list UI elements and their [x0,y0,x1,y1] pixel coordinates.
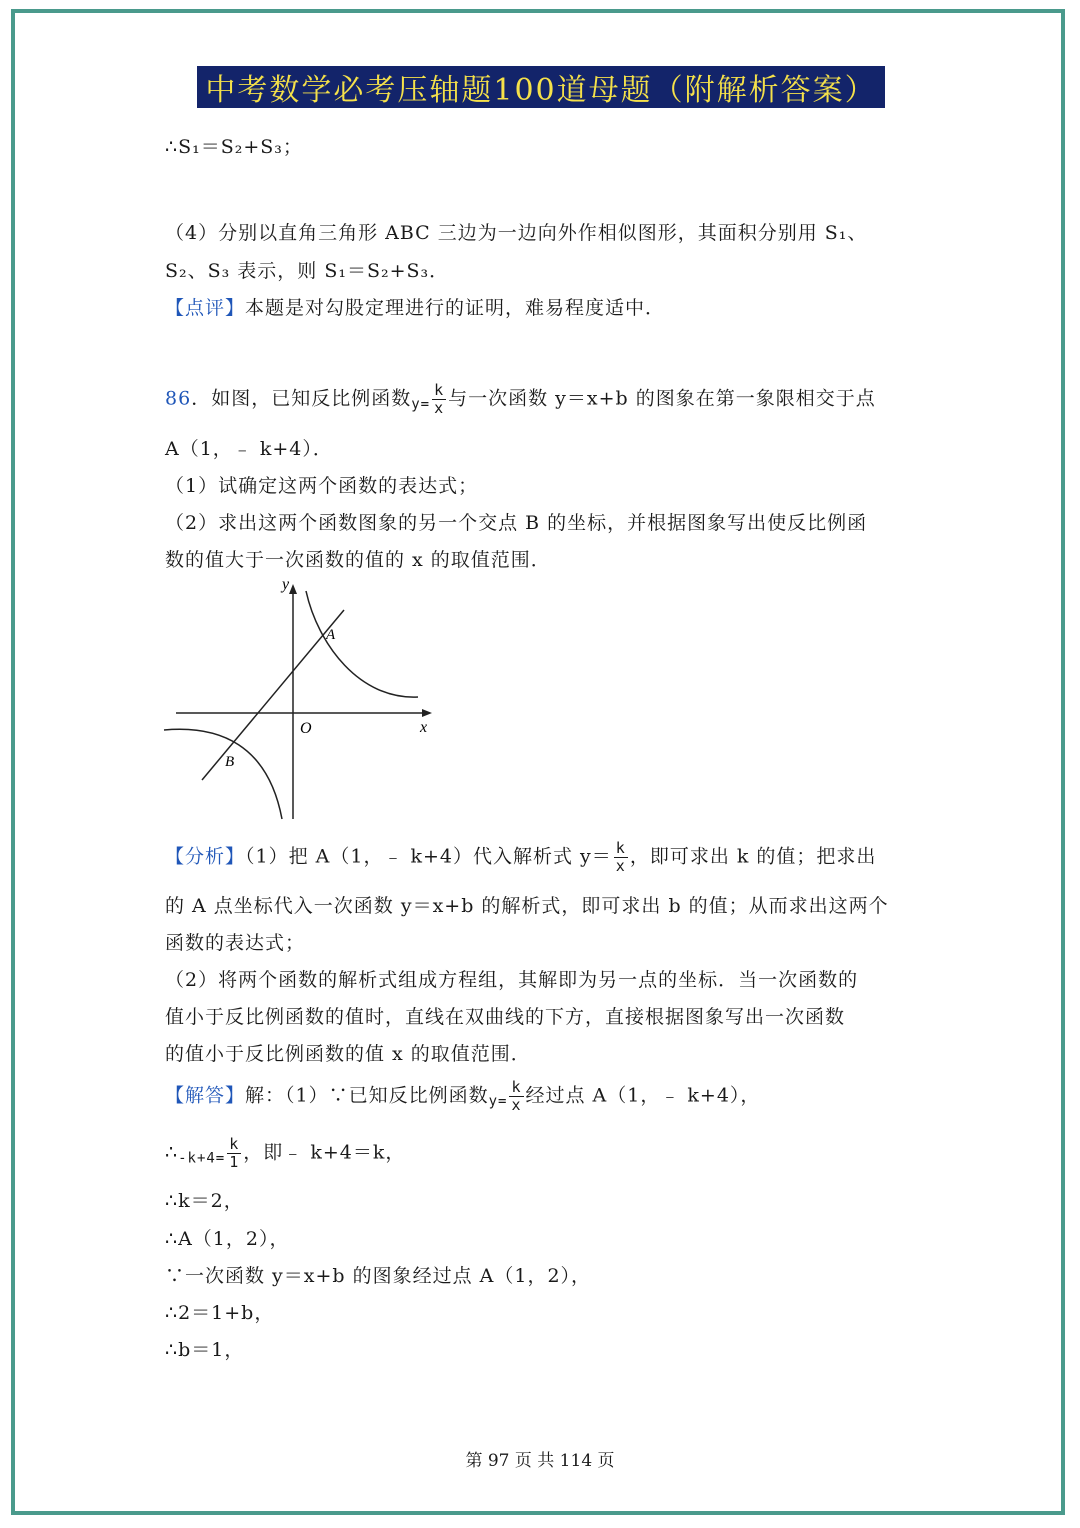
point-b-label: B [225,754,235,770]
linear-function-line [202,610,344,780]
frac-numerator: k [434,381,445,399]
question-2-line2: 数的值大于一次函数的值的 x 的取值范围． [165,549,551,571]
solution-frac-den: x [511,1096,522,1114]
comment-tag: 【点评】 [165,297,246,319]
conclusion-line: ∴S₁＝S₂+S₃； [165,136,303,158]
question-2-line1: （2）求出这两个函数图象的另一个交点 B 的坐标，并根据图象写出使反比例函 [165,512,868,534]
item4-line2: S₂、S₃ 表示，则 S₁＝S₂+S₃． [165,260,450,282]
problem-stem-a: ．如图，已知反比例函数 [191,387,412,410]
analysis-line5: 值小于反比例函数的值时，直线在双曲线的下方，直接根据图象写出一次函数 [165,1006,846,1028]
problem-stem-line1 [165,382,876,417]
solution-l2-num: k [229,1135,240,1153]
solution-frac-num: k [511,1078,522,1096]
analysis-frac-num: k [615,839,626,857]
item4-line1: （4）分别以直角三角形 ABC 三边为一边向外作相似图形，其面积分别用 S₁、 [165,222,868,244]
origin-label: O [300,720,312,737]
analysis-l1b: ，即可求出 k 的值；把求出 [629,845,877,868]
function-graph-figure [160,575,450,825]
solution-line7: ∴b＝1， [165,1339,245,1361]
hyperbola-branch-2 [164,729,282,819]
solution-frac-lhs: y= [488,1093,508,1110]
fraction-k-over-x [432,382,446,417]
solution-l2b: ，即﹣ k+4＝k， [243,1141,406,1164]
analysis-line6: 的值小于反比例函数的值 x 的取值范围． [165,1043,531,1065]
analysis-l1a: （1）把 A（1，﹣ k+4）代入解析式 y＝ [245,845,612,868]
problem-stem-b: 与一次函数 y＝x+b 的图象在第一象限相交于点 [448,387,876,410]
solution-l2-den: 1 [229,1153,240,1171]
solution-tag: 【解答】 [165,1084,246,1107]
frac-denominator: x [434,399,445,417]
solution-l2-therefore: ∴ [165,1141,179,1164]
solution-l1b: 经过点 A（1，﹣ k+4）， [525,1084,761,1107]
problem-number: 86 [165,387,192,410]
question-1: （1）试确定这两个函数的表达式； [165,475,479,497]
problem-point: A（1，﹣ k+4）． [165,438,333,460]
solution-fraction [509,1079,523,1114]
point-a-label: A [326,627,336,643]
y-axis-label: y [282,576,290,593]
comment-line [165,293,665,320]
solution-l2-lhs: -k+4= [178,1150,226,1167]
analysis-line4: （2）将两个函数的解析式组成方程组，其解即为另一点的坐标．当一次函数的 [165,969,859,991]
page-number: 第 97 页 共 114 页 [465,1451,615,1471]
y-axis-arrow [289,584,297,594]
analysis-tag: 【分析】 [165,845,246,868]
analysis-frac-den: x [615,857,626,875]
solution-line1 [165,1079,760,1114]
frac-lhs: y= [411,396,431,413]
solution-line5: ∵一次函数 y＝x+b 的图象经过点 A（1，2）， [165,1265,592,1287]
solution-l2-fraction [227,1136,241,1171]
analysis-line2: 的 A 点坐标代入一次函数 y＝x+b 的解析式，即可求出 b 的值；从而求出这两个 [165,895,889,917]
x-axis-arrow [422,709,432,717]
solution-l1a: 解：（1）∵已知反比例函数 [245,1084,489,1107]
solution-line4: ∴A（1，2）， [165,1228,290,1250]
hyperbola-branch-1 [306,591,418,697]
x-axis-label: x [420,719,428,736]
solution-line6: ∴2＝1+b， [165,1302,275,1324]
page-title: 中考数学必考压轴题100道母题（附解析答案） [197,66,885,108]
comment-text: 本题是对勾股定理进行的证明，难易程度适中． [245,297,666,319]
solution-line3: ∴k＝2， [165,1190,244,1212]
analysis-line3: 函数的表达式； [165,932,306,954]
analysis-line1 [165,840,876,875]
analysis-fraction [614,840,628,875]
solution-line2 [165,1136,405,1171]
